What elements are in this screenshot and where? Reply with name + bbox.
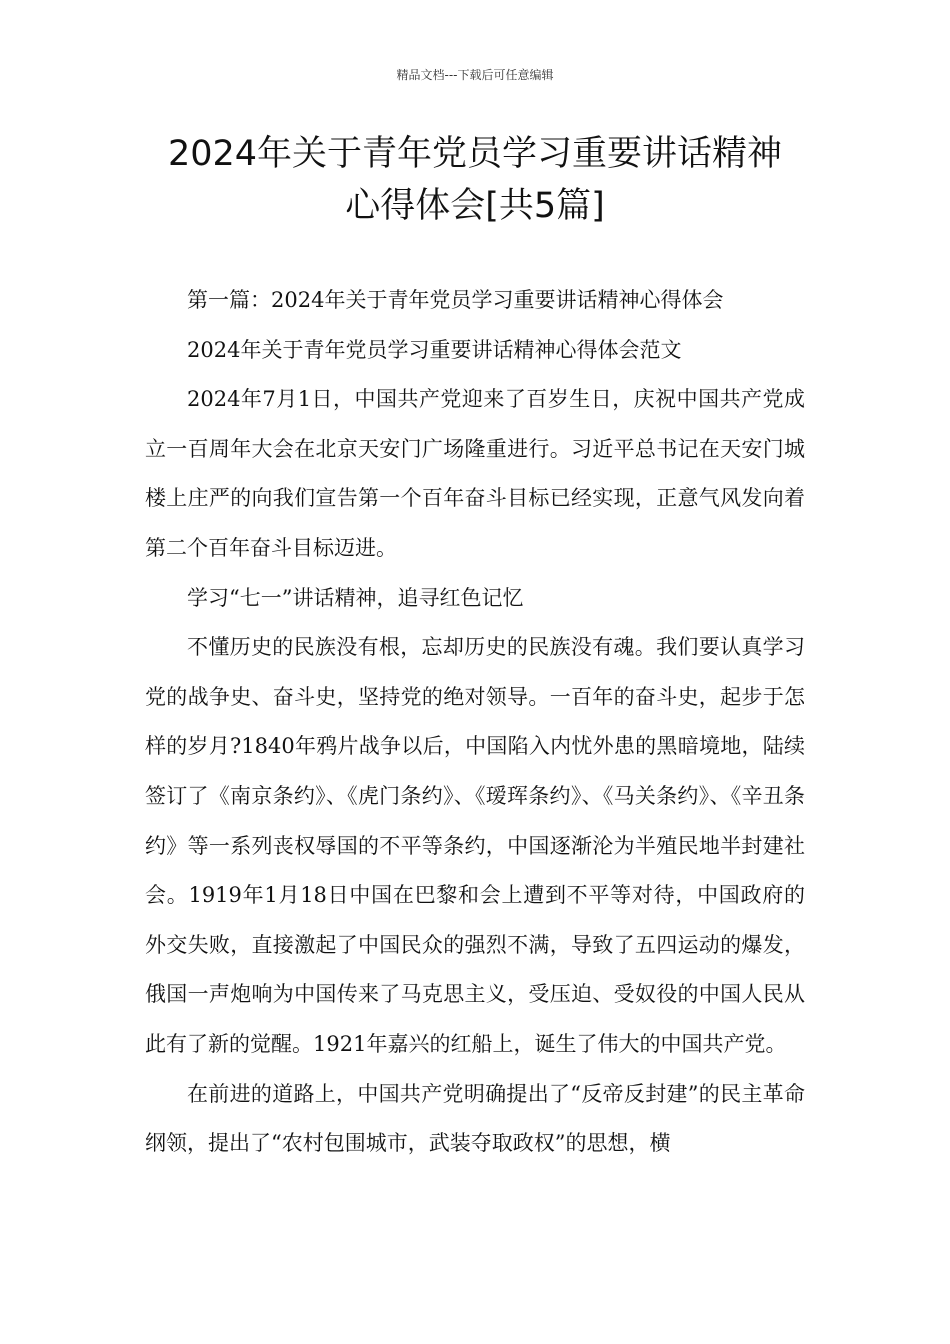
document-title (100, 128, 850, 232)
document-body (145, 276, 805, 1169)
subheading: 学习“七一”讲话精神，追寻红色记忆 (187, 585, 524, 610)
paragraph: 不懂历史的民族没有根，忘却历史的民族没有魂。我们要认真学习党的战争史、奋斗史，坚持党的绝对领导。一百年的奋斗史，起步于怎样的岁月?1840年鸦片战争以后，中国陷入内忧外患的黑暗境地，陆续签订了《南京条约》、《虎门条约》、《瑷珲条约》、《马关条约》、《辛丑条约》等一系列丧权辱国的不平等条约，中国逐渐沦为半殖民地半封建社会。1919年1月18日中国在巴黎和会上遭到不平等对待，中国政府的外交失败，直接激起了中国民众的强烈不满，导致了五四运动的爆发，俄国一声炮响为中国传来了马克思主义，受压迫、受奴役的中国人民从此有了新的觉醒。1921年嘉兴的红船上，诞生了伟大的中国共产党。 (145, 635, 805, 1056)
article-subtitle: 2024年关于青年党员学习重要讲话精神心得体会范文 (187, 337, 682, 362)
section-heading: 第一篇：2024年关于青年党员学习重要讲话精神心得体会 (187, 288, 724, 312)
paragraph: 2024年7月1日，中国共产党迎来了百岁生日，庆祝中国共产党成立一百周年大会在北京天安门广场隆重进行。习近平总书记在天安门城楼上庄严的向我们宣告第一个百年奋斗目标已经实现，正意气风发向着第二个百年奋斗目标迈进。 (145, 387, 805, 560)
page-header: 精品文档---下载后可任意编辑 (396, 68, 554, 82)
title-line-2: 心得体会[共5篇] (345, 186, 605, 226)
title-line-1: 2024年关于青年党员学习重要讲话精神 (167, 134, 783, 174)
paragraph: 在前进的道路上，中国共产党明确提出了“反帝反封建”的民主革命纲领，提出了“农村包围城市，武装夺取政权”的思想，横 (145, 1081, 805, 1156)
